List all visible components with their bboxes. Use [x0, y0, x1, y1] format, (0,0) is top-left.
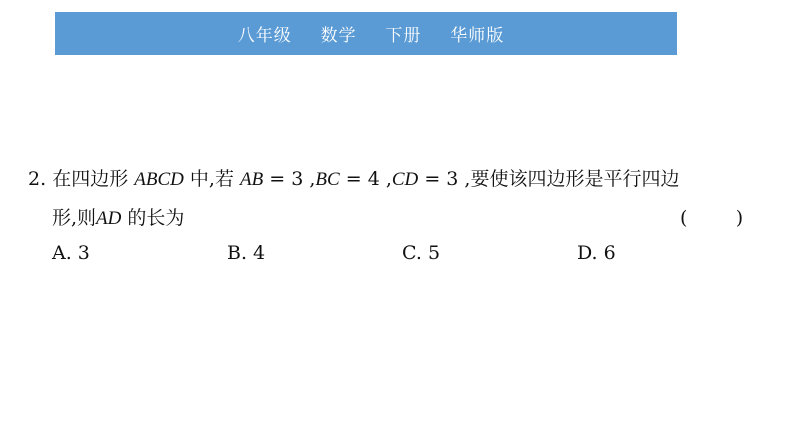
math-bc: BC — [315, 169, 340, 190]
question-text-seg4: = 4 , — [345, 168, 392, 190]
question-text-seg5: = 3 ,要使该四边形是平行四边 — [424, 168, 680, 190]
banner-title: 八年级 数学 下册 华师版 — [237, 26, 505, 46]
question-text-seg2: 中,若 — [189, 168, 234, 190]
option-c[interactable]: C. 5 — [402, 242, 441, 264]
header-banner — [55, 12, 677, 55]
option-d[interactable]: D. 6 — [577, 242, 616, 264]
math-abcd: ABCD — [134, 169, 184, 190]
option-b[interactable]: B. 4 — [227, 242, 266, 264]
question-2 — [28, 160, 768, 238]
question-line-2-text — [52, 199, 184, 238]
question-line-1 — [28, 160, 768, 199]
question-text-seg7: 的长为 — [127, 207, 185, 229]
question-line-2 — [28, 199, 768, 238]
question-number: 2. — [28, 168, 47, 190]
question-text-seg1: 在四边形 — [52, 168, 129, 190]
question-text-seg3: = 3 , — [269, 168, 316, 190]
math-ab: AB — [240, 169, 264, 190]
option-a[interactable]: A. 3 — [52, 242, 90, 264]
math-cd: CD — [391, 169, 419, 190]
question-text-seg6: 形,则 — [52, 207, 97, 229]
math-ad: AD — [96, 208, 122, 229]
answer-blank[interactable]: ( ) — [680, 207, 744, 229]
answer-options — [52, 240, 752, 266]
